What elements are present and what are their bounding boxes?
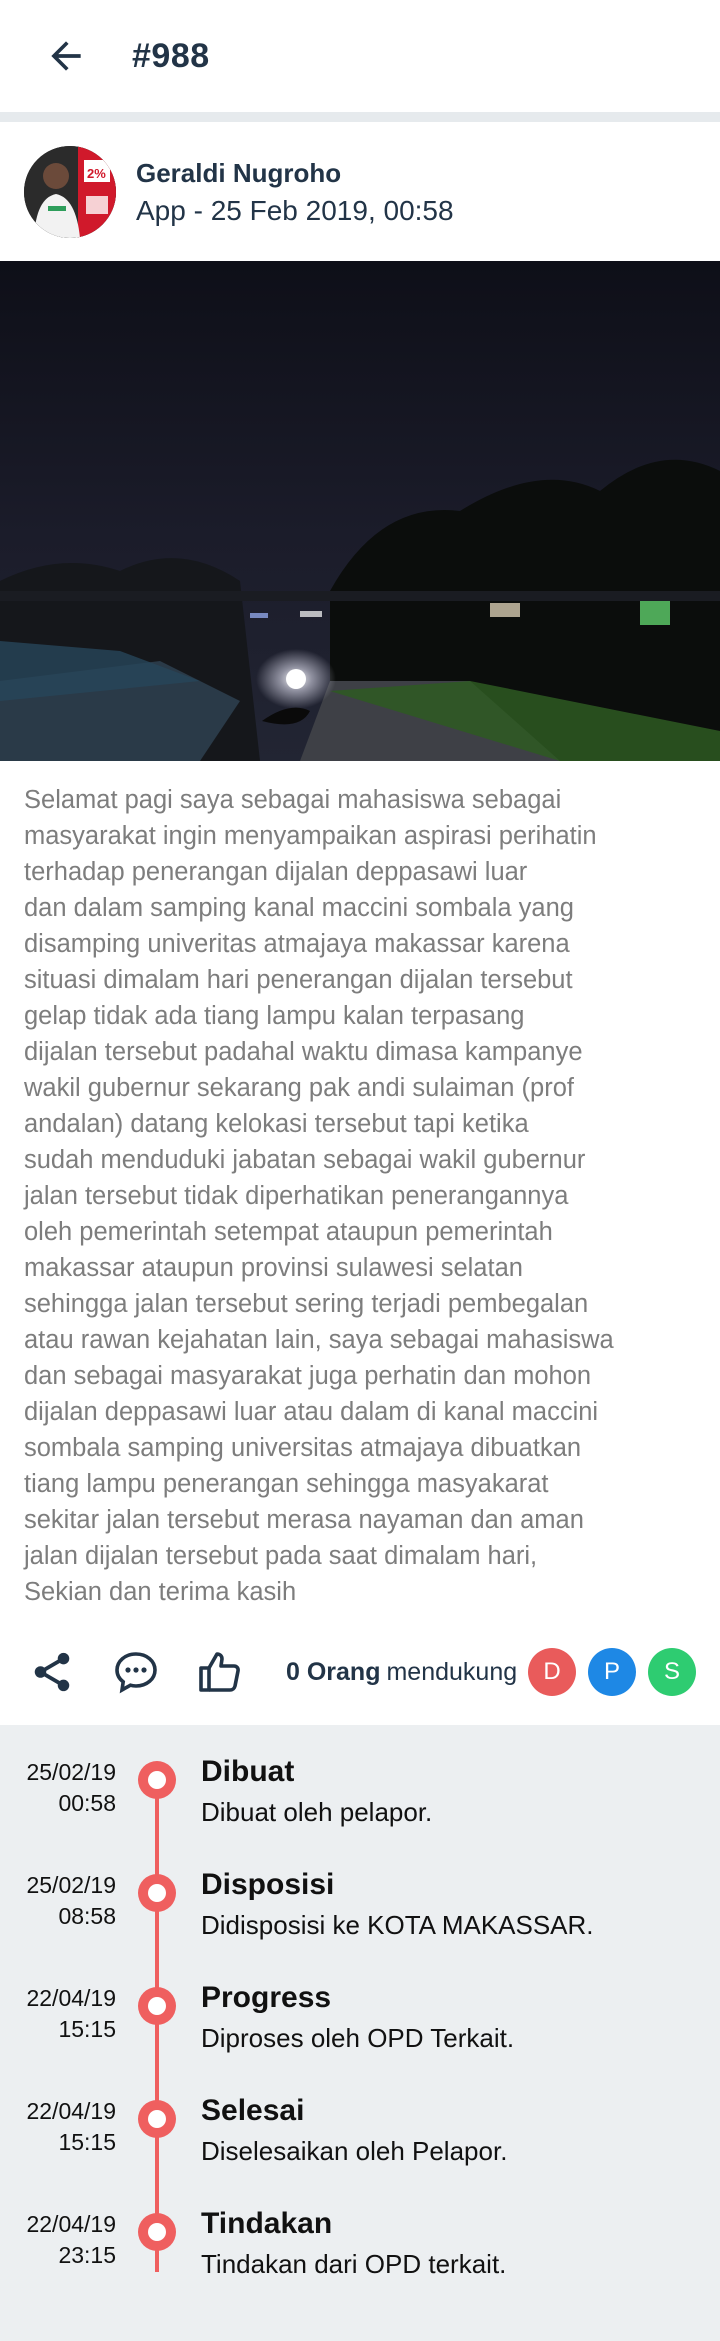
svg-text:2%: 2% (87, 166, 106, 181)
timeline-time: 23:15 (58, 2242, 116, 2268)
report-source-date: App - 25 Feb 2019, 00:58 (136, 194, 454, 226)
timeline-datetime (26, 1757, 116, 1819)
timeline-datetime (26, 1870, 116, 1932)
page-title: #988 (132, 36, 210, 75)
arrow-left-icon (44, 34, 88, 78)
support-label: mendukung (386, 1657, 518, 1686)
report-photo[interactable] (0, 261, 720, 761)
timeline-time: 15:15 (58, 2016, 116, 2042)
timeline-time: 08:58 (58, 1903, 116, 1929)
author-name: Geraldi Nugroho (136, 157, 342, 188)
timeline-date: 25/02/19 (26, 1759, 116, 1785)
author-row (24, 146, 454, 238)
timeline-dot (138, 2213, 176, 2251)
timeline-date: 22/04/19 (26, 1985, 116, 2011)
timeline-title: Disposisi (201, 1868, 335, 1901)
timeline-datetime (26, 2209, 116, 2271)
timeline-item (0, 1953, 720, 2066)
timeline-dot (138, 1874, 176, 1912)
timeline-title: Dibuat (201, 1755, 295, 1788)
timeline-text: Tindakan dari OPD terkait. (201, 2249, 507, 2279)
comment-icon (112, 1648, 160, 1696)
timeline-item (0, 2066, 720, 2179)
timeline-datetime (26, 2096, 116, 2158)
report-description: Selamat pagi saya sebagai mahasiswa sebagai masyarakat ingin menyampaikan aspirasi perihatin terhadap penerangan dijalan deppasawi luar dan dalam samping kanal maccini sombala yang disamping univeritas atmajaya makassar karena situasi dimalam hari penerangan dijalan tersebut gelap tidak ada tiang lampu kalan terpasang dijalan tersebut padahal waktu dimasa kampanye wakil gubernur sekarang pak andi sulaiman (prof andalan) datang kelokasi tersebut tapi ketika sudah menduduki jabatan sebagai wakil gubernur jalan tersebut tidak diperhatikan penerangannya oleh pemerintah setempat ataupun pemerintah makassar ataupun provinsi sulawesi selatan sehingga jalan tersebut sering terjadi pembegalan atau rawan kejahatan lain, saya sebagai mahasiswa dan sebagai masyarakat juga perhatin dan mohon dijalan deppasawi luar atau dalam di kanal maccini sombala samping universitas atmajaya dibuatkan tiang lampu penerangan sehingga masyakarat sekitar jalan tersebut merasa nayaman dan aman jalan dijalan tersebut pada saat dimalam hari, Sekian dan terima kasih (24, 786, 614, 1606)
header-divider (0, 112, 720, 122)
comment-button[interactable] (108, 1644, 164, 1700)
timeline-title: Tindakan (201, 2207, 333, 2240)
timeline-datetime (26, 1983, 116, 2045)
timeline-time: 15:15 (58, 2129, 116, 2155)
timeline-item (0, 1840, 720, 1953)
timeline-title: Progress (201, 1981, 332, 2014)
timeline-dot (138, 1761, 176, 1799)
share-icon (29, 1649, 75, 1695)
back-button[interactable] (34, 24, 98, 88)
share-button[interactable] (24, 1644, 80, 1700)
timeline-text: Diselesaikan oleh Pelapor. (201, 2136, 508, 2166)
timeline-date: 22/04/19 (26, 2211, 116, 2237)
supporter-avatar[interactable]: P (588, 1648, 636, 1696)
supporter-avatars (516, 1648, 696, 1696)
report-card (0, 122, 720, 1725)
support-count: 0 Orang (286, 1657, 381, 1686)
timeline-date: 22/04/19 (26, 2098, 116, 2124)
supporter-avatar[interactable]: D (528, 1648, 576, 1696)
timeline-title: Selesai (201, 2094, 305, 2127)
support-summary (286, 1622, 517, 1722)
thumbs-up-icon (196, 1648, 244, 1696)
status-timeline (0, 1727, 720, 2341)
timeline-text: Diproses oleh OPD Terkait. (201, 2023, 515, 2053)
supporter-avatar[interactable]: S (648, 1648, 696, 1696)
timeline-item (0, 1727, 720, 1840)
timeline-dot (138, 1987, 176, 2025)
timeline-dot (138, 2100, 176, 2138)
app-bar (0, 0, 720, 112)
like-button[interactable] (192, 1644, 248, 1700)
timeline-item (0, 2179, 720, 2292)
timeline-text: Dibuat oleh pelapor. (201, 1797, 433, 1827)
action-bar (0, 1622, 720, 1722)
timeline-text: Didisposisi ke KOTA MAKASSAR. (201, 1910, 594, 1940)
timeline-time: 00:58 (58, 1790, 116, 1816)
avatar[interactable] (24, 146, 116, 238)
timeline-date: 25/02/19 (26, 1872, 116, 1898)
